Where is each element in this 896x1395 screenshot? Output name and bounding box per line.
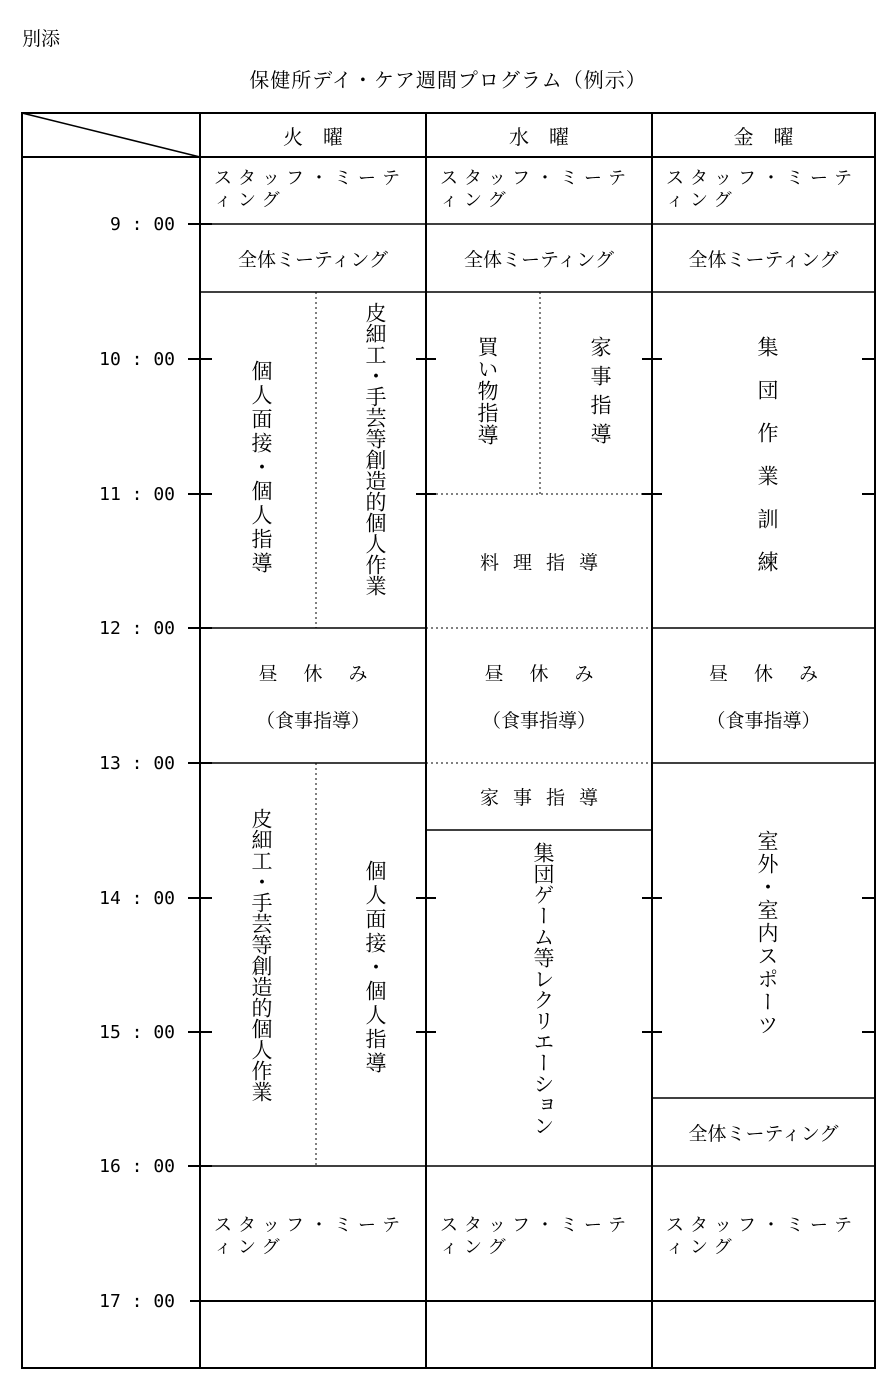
time-label-1400: 14 : 00: [99, 888, 175, 909]
fri-lunch: [652, 628, 875, 763]
meal-guidance-label: （食事指導）: [255, 709, 370, 732]
lunch-break-label: 昼休み: [258, 662, 394, 685]
wed-housework-am: 家事指導: [588, 336, 612, 452]
lunch-break-label: 昼休み: [484, 662, 620, 685]
tue-staff-meeting-am: スタッフ・ミーティング: [214, 168, 406, 211]
wed-lunch: [426, 628, 652, 763]
header-friday: 金 曜: [733, 124, 794, 149]
time-label-1200: 12 : 00: [99, 618, 175, 639]
time-label-1500: 15 : 00: [99, 1022, 175, 1043]
fri-all-meeting-pm: 全体ミーティング: [688, 1122, 839, 1145]
wed-cooking-guidance: 料理指導: [479, 551, 612, 574]
time-label-1700: 17 : 00: [99, 1291, 175, 1312]
wed-staff-meeting-am: スタッフ・ミーティング: [440, 168, 632, 211]
fri-staff-meeting-pm: スタッフ・ミーティング: [666, 1215, 858, 1258]
meal-guidance-label: （食事指導）: [706, 709, 821, 732]
wed-housework-pm: 家事指導: [479, 787, 612, 809]
fri-sports: 室外・室内スポーツ: [755, 830, 779, 1037]
time-label-0900: 9 : 00: [109, 214, 175, 235]
wed-staff-meeting-pm: スタッフ・ミーティング: [440, 1215, 632, 1258]
tue-am-individual-interview: 個人面接・個人指導: [249, 360, 273, 576]
annex-label: 別添: [22, 28, 61, 50]
tue-pm-individual-interview: 個人面接・個人指導: [363, 860, 387, 1076]
lunch-break-label: 昼休み: [708, 662, 844, 685]
time-label-1100: 11 : 00: [99, 484, 175, 505]
fri-staff-meeting-am: スタッフ・ミーティング: [666, 168, 858, 211]
wed-shopping-guidance: 買い物指導: [475, 336, 499, 446]
fri-group-work-training: 集団作業訓練: [755, 336, 779, 594]
time-label-1000: 10 : 00: [99, 349, 175, 370]
time-label-1600: 16 : 00: [99, 1156, 175, 1177]
fri-all-meeting: 全体ミーティング: [688, 248, 839, 271]
tue-all-meeting: 全体ミーティング: [237, 248, 389, 271]
meal-guidance-label: （食事指導）: [481, 709, 596, 732]
tue-am-craft-work: 皮細工・手芸等創造的個人作業: [363, 302, 387, 596]
tue-pm-craft-work: 皮細工・手芸等創造的個人作業: [249, 808, 273, 1102]
time-label-1300: 13 : 00: [99, 753, 175, 774]
tue-lunch: [200, 628, 426, 763]
wed-all-meeting: 全体ミーティング: [463, 248, 615, 271]
wed-recreation: 集団ゲーム等レクリエーション: [531, 842, 555, 1136]
header-tuesday: 火 曜: [283, 124, 343, 149]
header-wednesday: 水 曜: [509, 124, 569, 149]
page-title: 保健所デイ・ケア週間プログラム（例示）: [249, 68, 647, 92]
tue-staff-meeting-pm: スタッフ・ミーティング: [214, 1215, 406, 1258]
